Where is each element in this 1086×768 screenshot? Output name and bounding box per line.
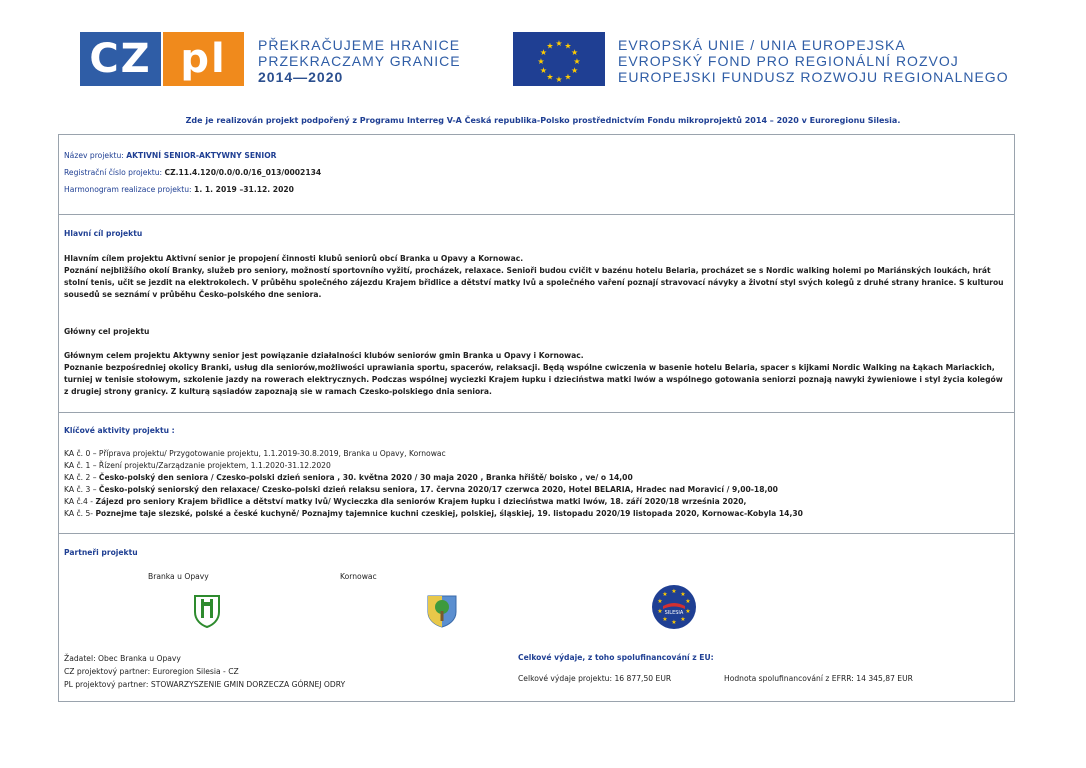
eu-line-3: EUROPEJSKI FUNDUSZ ROZWOJU REGIONALNEGO (618, 69, 1009, 85)
goal-pl-text: Poznanie bezpośredniej okolicy Branki, usług dla seniorów,możliwości uprawiania sportu, spacerów, relaksacji. Będą wspólne cwiczenia w basenie hotelu Belaria, spacer s kijkami Nordic Walking na Łąkach Mariackich, turniej w tenisie stołowym, szkolenie jazdy na rowerach elektrycznych. Podczas wspólnej wyciezki Krajem łupku i dzieciństwa matki lwów a wspólnego gotowania seniorzi poznają nawyki żywieniowe i styl życia kolegów z drugiej strony granicy. Z kulturą sąsiadów zapoznają sie w ramach Czesko-polskiego dnia seniora. (64, 363, 1003, 397)
activity-prefix: KA č. 3 – (64, 485, 97, 494)
svg-text:★: ★ (573, 57, 581, 66)
svg-text:★: ★ (571, 66, 579, 75)
program-line-pl: PRZEKRACZAMY GRANICE (258, 53, 461, 69)
activity-prefix: KA č. 0 – (64, 449, 97, 458)
costs-heading: Celkové výdaje, z toho spolufinancování z EU: (518, 653, 714, 662)
activity-item (64, 508, 803, 520)
applicant-line: Žadatel: Obec Branka u Opavy (64, 654, 181, 663)
goal-cz-heading: Hlavní cíl projektu (64, 229, 143, 238)
activity-text: Poznejme taje slezské, polské a české kuchyně/ Poznajmy tajemnice kuchni czeskiej, polskiej, śląskiej, 19. listopadu 2020/19 listopada 2020, Kornowac-Kobyla 14,30 (95, 509, 803, 518)
svg-text:★: ★ (680, 591, 686, 598)
registration-label: Registrační číslo projektu: (64, 168, 163, 177)
project-name-value: AKTIVNÍ SENIOR-AKTYWNY SENIOR (126, 151, 277, 160)
registration-value: CZ.11.4.120/0.0/0.0/16_013/0002134 (164, 168, 322, 177)
section-divider (58, 533, 1015, 534)
pl-logo-text: pl (180, 36, 227, 82)
partner-kornowac-label: Kornowac (340, 572, 377, 581)
activity-item (64, 484, 778, 496)
activity-item (64, 460, 331, 472)
svg-text:★: ★ (685, 598, 691, 605)
activity-item (64, 496, 746, 508)
activity-text: Řízení projektu/Zarządzanie projektem, 1.1.2020-31.12.2020 (98, 461, 331, 470)
section-divider (58, 412, 1015, 413)
svg-text:★: ★ (546, 41, 554, 51)
svg-text:★: ★ (657, 608, 663, 615)
efrr-costs: Hodnota spolufinancování z EFRR: 14 345,87 EUR (724, 674, 913, 683)
goal-cz-text: Poznání nejbližšího okolí Branky, služeb pro seniory, možností sportovního vyžití, procházek, relaxace. Senioři budou cvičit v bazénu hotelu Belaria, procházet se s Nordic walking holemi po Mariánských loukách, hrát stolní tenis, učit se jezdit na elektrokolech. V průběhu společného zájezdu Krajem břidlice a dětství matky lvů a společného vaření poznají stravovací návyky a životní styl svých kolegů z druhé strany hranice. S kulturou sousedů se seznámí v průběhu Česko-polského dne seniora. (64, 266, 1004, 300)
activity-text: Příprava projektu/ Przygotowanie projektu, 1.1.2019-30.8.2019, Branka u Opavy, Kornowac (98, 449, 446, 458)
svg-text:★: ★ (657, 598, 663, 605)
branka-coat-of-arms-icon (193, 594, 221, 632)
project-name-row (64, 150, 277, 162)
pl-logo-block (163, 32, 244, 86)
svg-text:★: ★ (685, 608, 691, 615)
registration-row (64, 167, 321, 179)
schedule-row (64, 184, 294, 196)
svg-text:★: ★ (662, 616, 668, 623)
svg-text:★: ★ (671, 588, 677, 595)
svg-text:★: ★ (539, 66, 547, 75)
svg-text:★: ★ (555, 75, 563, 84)
activity-text: Zájezd pro seniory Krajem břidlice a dětství matky lvů/ Wycieczka dla seniorów Krajem łupku i dzieciństwa matki lwów, 18. září 2020/18 września 2020, (95, 497, 747, 506)
activity-item (64, 448, 446, 460)
svg-text:★: ★ (537, 57, 545, 66)
activity-prefix: KA č.4 - (64, 497, 94, 506)
cz-logo-text: CZ (89, 36, 152, 82)
kornowac-coat-of-arms-icon (426, 594, 458, 632)
activity-item (64, 472, 633, 484)
activity-prefix: KA č. 1 – (64, 461, 97, 470)
cz-logo-block (80, 32, 161, 86)
program-years: 2014—2020 (258, 69, 344, 85)
activity-text: Česko-polský seniorský den relaxace/ Czesko-polski dzień relaksu seniora, 17. června 2020/17 czerwca 2020, Hotel BELARIA, Hradec nad Moravicí / 9,00-18,00 (98, 485, 778, 494)
program-title (258, 37, 461, 85)
svg-text:★: ★ (671, 619, 677, 626)
schedule-value: 1. 1. 2019 –31.12. 2020 (194, 185, 294, 194)
goal-pl-intro: Głównym celem projektu Aktywny senior jest powiązanie działalności klubów seniorów gmin Branka u Opavy i Kornowac. (64, 351, 584, 360)
section-divider (58, 214, 1015, 215)
schedule-label: Harmonogram realizace projektu: (64, 185, 192, 194)
svg-text:★: ★ (571, 48, 579, 57)
eu-flag-icon (513, 32, 605, 86)
svg-text:★: ★ (564, 41, 572, 51)
activities-heading: Klíčové aktivity projektu : (64, 426, 175, 435)
activity-prefix: KA č. 2 – (64, 473, 97, 482)
svg-text:★: ★ (564, 72, 572, 82)
svg-text:★: ★ (546, 72, 554, 82)
goal-cz-intro: Hlavním cílem projektu Aktivní senior je propojení činnosti klubů seniorů obcí Branka u Opavy a Kornowac. (64, 254, 524, 263)
eu-line-1: EVROPSKÁ UNIE / UNIA EUROPEJSKA (618, 37, 906, 53)
goal-pl-heading: Główny cel projektu (64, 327, 150, 336)
svg-text:★: ★ (555, 39, 563, 48)
intro-statement: Zde je realizován projekt podpořený z Programu Interreg V-A Česká republika-Polsko prostřednictvím Fondu mikroprojektů 2014 – 2020 v Euroregionu Silesia. (185, 116, 901, 125)
partner-branka-label: Branka u Opavy (148, 572, 209, 581)
project-name-label: Název projektu: (64, 151, 124, 160)
eu-line-2: EVROPSKÝ FOND PRO REGIONÁLNÍ ROZVOJ (618, 53, 959, 69)
activity-prefix: KA č. 5- (64, 509, 94, 518)
euro-logo-text: SILESIA (664, 610, 684, 616)
activity-text: Česko-polský den seniora / Czesko-polski dzień seniora , 30. května 2020 / 30 maja 2020 , Branka hřiště/ boisko , ve/ o 14,00 (98, 473, 633, 482)
euroregion-silesia-logo-icon (651, 584, 697, 634)
pl-partner-line: PL projektový partner: STOWARZYSZENIE GMIN DORZECZA GÓRNEJ ODRY (64, 680, 346, 689)
svg-text:★: ★ (539, 48, 547, 57)
total-costs: Celkové výdaje projektu: 16 877,50 EUR (518, 674, 672, 683)
partners-heading: Partneři projektu (64, 548, 138, 557)
svg-text:★: ★ (662, 591, 668, 598)
eu-fund-title (618, 37, 1009, 85)
cz-partner-line: CZ projektový partner: Euroregion Silesia - CZ (64, 667, 239, 676)
program-line-cz: PŘEKRAČUJEME HRANICE (258, 37, 461, 53)
svg-text:★: ★ (680, 616, 686, 623)
